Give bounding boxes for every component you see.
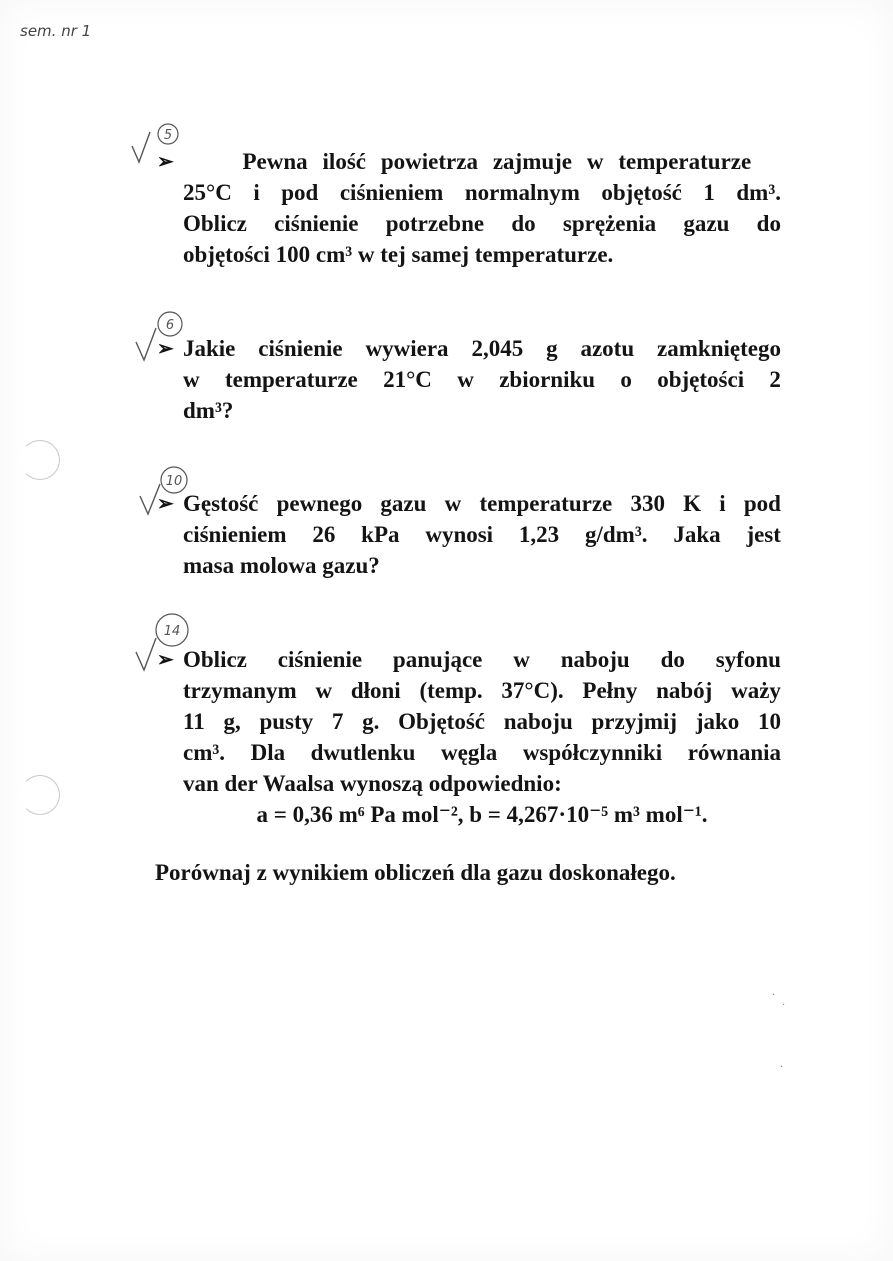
word: gazu <box>380 491 427 516</box>
word: sprężenia <box>562 211 657 236</box>
word: Objętość <box>398 709 485 734</box>
problem-1-line-1 <box>183 146 781 177</box>
word: równania <box>687 740 781 765</box>
word: zamkniętego <box>657 336 781 361</box>
word: ciśnienie <box>258 336 343 361</box>
word: naboju <box>503 709 573 734</box>
problem-1-line-3 <box>183 208 781 239</box>
word: do <box>511 211 536 236</box>
handwritten-header: sem. nr 1 <box>20 22 92 40</box>
word: w <box>183 367 200 392</box>
word: g, <box>223 709 241 734</box>
word: ilość <box>322 149 366 174</box>
word: pusty <box>259 709 314 734</box>
word: w <box>513 647 530 672</box>
score-mark-3: 10 <box>165 474 183 489</box>
word: kPa <box>361 522 400 547</box>
word: dwutlenku <box>310 740 416 765</box>
score-mark-4: 14 <box>163 624 181 639</box>
word: nabój <box>656 678 713 703</box>
scan-speck: · <box>782 1000 786 1011</box>
word: trzymanym <box>183 678 297 703</box>
arrow-bullet-icon: ➢ <box>157 338 174 360</box>
word: Oblicz <box>183 211 247 236</box>
word: potrzebne <box>385 211 485 236</box>
score-mark-2: 6 <box>165 318 175 333</box>
arrow-bullet-icon: ➢ <box>157 151 174 173</box>
word: i <box>253 180 260 205</box>
word: Oblicz <box>183 647 247 672</box>
word: wywiera <box>365 336 449 361</box>
word: naboju <box>560 647 630 672</box>
word: jest <box>746 522 781 547</box>
word: Gęstość <box>183 491 259 516</box>
word: azotu <box>580 336 635 361</box>
problem-4-line-1 <box>183 644 781 675</box>
word: powietrza <box>380 149 478 174</box>
problem-4-line-4 <box>183 737 781 768</box>
word: zajmuje <box>492 149 573 174</box>
word: objętości <box>657 367 745 392</box>
word: ciśnienie <box>277 647 363 672</box>
word: 21°C <box>383 367 432 392</box>
word: Dla <box>250 740 286 765</box>
word: g/dm³. <box>584 522 648 547</box>
word: 7 <box>331 709 344 734</box>
van-der-waals-formula: a = 0,36 m⁶ Pa mol⁻², b = 4,267·10⁻⁵ m³ mol⁻¹. <box>256 802 708 827</box>
scan-speck: · <box>772 990 776 1001</box>
word: przyjmij <box>591 709 678 734</box>
word: w <box>586 149 604 174</box>
problem-3-line-2 <box>183 519 781 550</box>
word: zbiorniku <box>499 367 596 392</box>
word: 26 <box>312 522 336 547</box>
word: 1 <box>703 180 715 205</box>
word: i <box>719 491 726 516</box>
problem-3-line-3: masa molowa gazu? <box>183 553 380 578</box>
word: wynosi <box>425 522 494 547</box>
word: pod <box>743 491 781 516</box>
problem-2-line-2 <box>183 364 781 395</box>
problem-3-line-1 <box>183 488 781 519</box>
word: 25°C <box>183 180 232 205</box>
punch-hole-top <box>20 440 60 480</box>
arrow-bullet-icon: ➢ <box>157 493 174 515</box>
problem-4-line-5: van der Waalsa wynoszą odpowiednio: <box>183 771 562 796</box>
word: dłoni <box>350 678 401 703</box>
word: Jaka <box>673 522 721 547</box>
word: 11 <box>183 709 205 734</box>
word: w <box>315 678 333 703</box>
word: ciśnieniem <box>183 522 287 547</box>
word: 2,045 <box>471 336 524 361</box>
word: w <box>457 367 474 392</box>
problem-1-line-2 <box>183 177 781 208</box>
problem-2 <box>157 333 781 426</box>
word: pewnego <box>276 491 363 516</box>
word: K <box>683 491 702 516</box>
word: ciśnieniem <box>339 180 444 205</box>
word: pod <box>281 180 319 205</box>
word: g <box>546 336 558 361</box>
word: 330 <box>630 491 665 516</box>
problem-1 <box>157 146 781 270</box>
word: temperaturze <box>479 491 613 516</box>
word: jako <box>695 709 740 734</box>
word: do <box>756 211 781 236</box>
word: 10 <box>758 709 781 734</box>
word: temperaturze <box>224 367 358 392</box>
word: 1,23 <box>518 522 560 547</box>
arrow-bullet-icon: ➢ <box>157 649 174 671</box>
word: 2 <box>769 367 781 392</box>
problem-1-line-4: objętości 100 cm³ w tej samej temperaturze. <box>183 242 614 267</box>
word: do <box>660 647 685 672</box>
punch-hole-bottom <box>20 775 60 815</box>
word: panujące <box>392 647 483 672</box>
scan-speck: · <box>780 1062 784 1073</box>
word: ciśnienie <box>274 211 359 236</box>
word: Pełny <box>582 678 638 703</box>
score-mark-1: 5 <box>163 128 173 143</box>
problem-3 <box>157 488 781 581</box>
word: gazu <box>683 211 730 236</box>
problem-2-line-1 <box>183 333 781 364</box>
problem-4 <box>157 644 781 830</box>
word: węgla <box>441 740 498 765</box>
word: (temp. <box>419 678 483 703</box>
word: cm³. <box>183 740 226 765</box>
word: syfonu <box>715 647 781 672</box>
word: o <box>620 367 632 392</box>
word: dm³. <box>736 180 781 205</box>
problem-4-line-3 <box>183 706 781 737</box>
word: normalnym <box>464 180 580 205</box>
word: waży <box>731 678 781 703</box>
word: temperaturze <box>618 149 752 174</box>
word: objętość <box>601 180 682 205</box>
word: Pewna <box>242 149 308 174</box>
word: współczynniki <box>522 740 663 765</box>
word: w <box>444 491 462 516</box>
word: Jakie <box>183 336 236 361</box>
problem-2-line-3: dm³? <box>183 398 234 423</box>
word: 37°C). <box>501 678 564 703</box>
problem-4-line-2 <box>183 675 781 706</box>
comparison-note: Porównaj z wynikiem obliczeń dla gazu doskonałego. <box>155 860 676 885</box>
word: g. <box>362 709 380 734</box>
